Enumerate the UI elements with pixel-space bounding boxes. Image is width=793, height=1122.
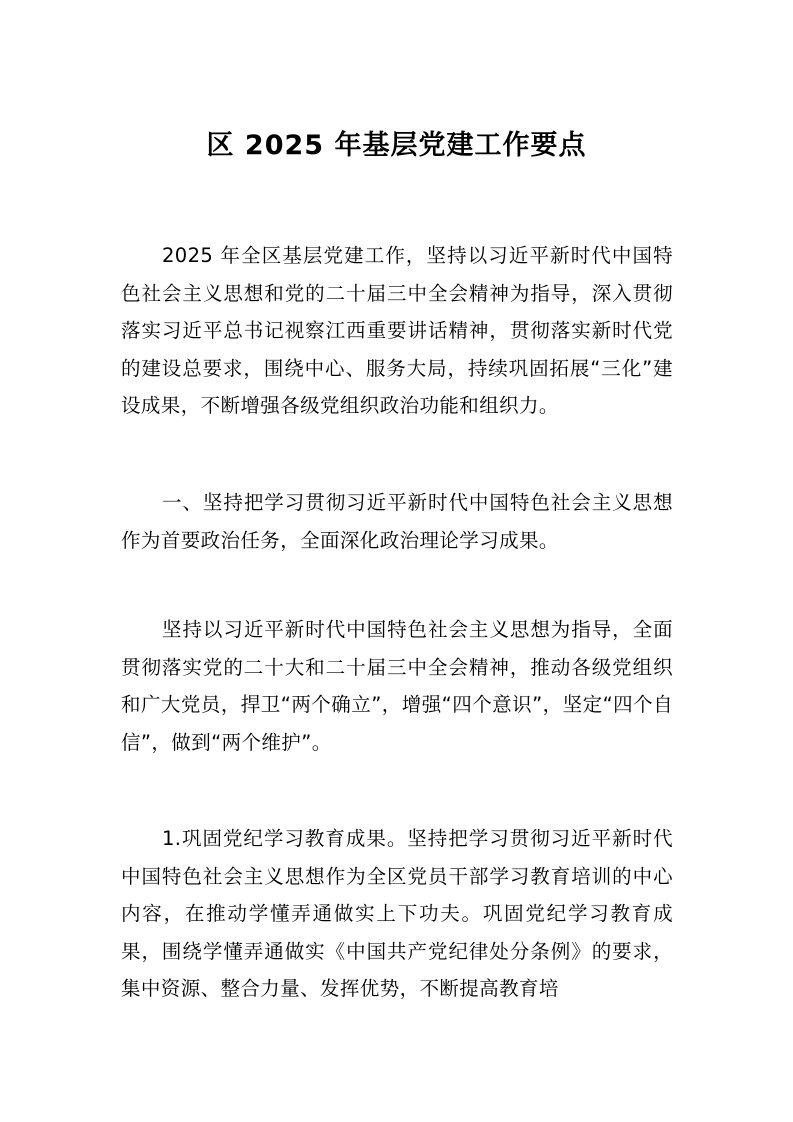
paragraph-item-1: 1.巩固党纪学习教育成果。坚持把学习贯彻习近平新时代中国特色社会主义思想作为全区党员干部学习教育培训的中心内容，在推动学懂弄通做实上下功夫。巩固党纪学习教育成果，围绕学懂弄通做实《中国共产党纪律处分条例》的要求，集中资源、整合力量、发挥优势，不断提高教育培 [121, 827, 673, 1000]
paragraph-section-heading: 一、坚持把学习贯彻习近平新时代中国特色社会主义思想作为首要政治任务，全面深化政治理论学习成果。 [121, 491, 673, 552]
paragraph-intro: 2025 年全区基层党建工作，坚持以习近平新时代中国特色社会主义思想和党的二十届三中全会精神为指导，深入贯彻落实习近平总书记视察江西重要讲话精神，贯彻落实新时代党的建设总要求，围绕中心、服务大局，持续巩固拓展“三化”建设成果，不断增强各级党组织政治功能和组织力。 [121, 244, 673, 417]
paragraph-section-body: 坚持以习近平新时代中国特色社会主义思想为指导，全面贯彻落实党的二十大和二十届三中全会精神，推动各级党组织和广大党员，捍卫“两个确立”，增强“四个意识”，坚定“四个自信”，做到“两个维护”。 [121, 618, 673, 754]
document-title: 区 2025 年基层党建工作要点 [206, 130, 587, 161]
